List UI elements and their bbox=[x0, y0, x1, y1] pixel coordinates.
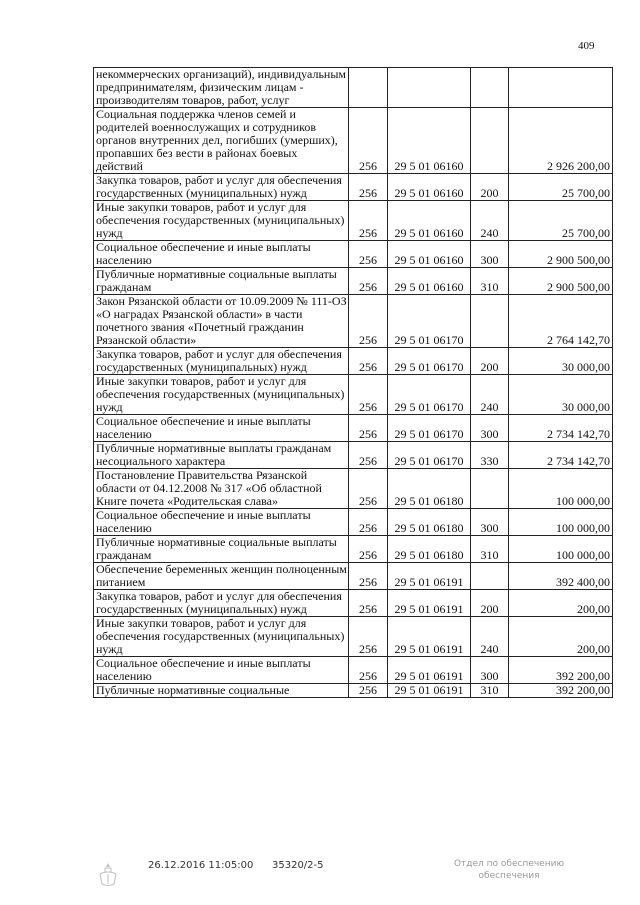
row-vr-code: 200 bbox=[471, 174, 509, 201]
table-row bbox=[94, 174, 613, 201]
row-ved-code: 256 bbox=[349, 201, 388, 241]
row-name: Социальное обеспечение и иные выплаты населению bbox=[94, 241, 349, 268]
row-ved-code: 256 bbox=[349, 590, 388, 617]
row-ved-code bbox=[349, 68, 388, 108]
row-csr-code: 29 5 01 06191 bbox=[388, 617, 471, 657]
table-row bbox=[94, 563, 613, 590]
row-vr-code bbox=[471, 68, 509, 108]
row-name: Постановление Правительства Рязанской области от 04.12.2008 № 317 «Об областной Книге почета «Родительская слава» bbox=[94, 469, 349, 509]
row-csr-code: 29 5 01 06191 bbox=[388, 563, 471, 590]
row-name: Социальное обеспечение и иные выплаты населению bbox=[94, 415, 349, 442]
row-name: Закон Рязанской области от 10.09.2009 № 111-ОЗ «О наградах Рязанской области» в части почетного звания «Почетный гражданин Рязанской области» bbox=[94, 295, 349, 348]
table-row bbox=[94, 241, 613, 268]
row-vr-code: 310 bbox=[471, 268, 509, 295]
row-csr-code bbox=[388, 68, 471, 108]
row-ved-code: 256 bbox=[349, 415, 388, 442]
row-vr-code: 300 bbox=[471, 657, 509, 684]
row-ved-code: 256 bbox=[349, 295, 388, 348]
table-row bbox=[94, 536, 613, 563]
row-csr-code: 29 5 01 06191 bbox=[388, 590, 471, 617]
row-vr-code: 200 bbox=[471, 590, 509, 617]
row-vr-code: 300 bbox=[471, 241, 509, 268]
table-row bbox=[94, 509, 613, 536]
row-ved-code: 256 bbox=[349, 375, 388, 415]
row-amount: 25 700,00 bbox=[509, 174, 613, 201]
table-row bbox=[94, 201, 613, 241]
table-row bbox=[94, 657, 613, 684]
row-csr-code: 29 5 01 06180 bbox=[388, 469, 471, 509]
footer-doc-id: 35320/2-5 bbox=[272, 860, 324, 871]
row-vr-code: 240 bbox=[471, 201, 509, 241]
row-csr-code: 29 5 01 06170 bbox=[388, 348, 471, 375]
table-row bbox=[94, 469, 613, 509]
row-ved-code: 256 bbox=[349, 268, 388, 295]
page-number: 409 bbox=[578, 40, 595, 52]
row-name: Обеспечение беременных женщин полноценным питанием bbox=[94, 563, 349, 590]
row-csr-code: 29 5 01 06160 bbox=[388, 174, 471, 201]
row-csr-code: 29 5 01 06160 bbox=[388, 108, 471, 174]
row-csr-code: 29 5 01 06170 bbox=[388, 442, 471, 469]
row-ved-code: 256 bbox=[349, 684, 388, 698]
row-csr-code: 29 5 01 06160 bbox=[388, 241, 471, 268]
row-vr-code bbox=[471, 295, 509, 348]
row-ved-code: 256 bbox=[349, 174, 388, 201]
row-name: Социальное обеспечение и иные выплаты населению bbox=[94, 509, 349, 536]
row-amount: 2 734 142,70 bbox=[509, 442, 613, 469]
row-vr-code bbox=[471, 108, 509, 174]
row-vr-code: 240 bbox=[471, 375, 509, 415]
row-name: Публичные нормативные социальные выплаты гражданам bbox=[94, 536, 349, 563]
row-name: Иные закупки товаров, работ и услуг для обеспечения государственных (муниципальных) нужд bbox=[94, 201, 349, 241]
row-vr-code: 330 bbox=[471, 442, 509, 469]
row-vr-code: 310 bbox=[471, 684, 509, 698]
row-ved-code: 256 bbox=[349, 241, 388, 268]
row-amount: 30 000,00 bbox=[509, 348, 613, 375]
row-ved-code: 256 bbox=[349, 617, 388, 657]
table-row bbox=[94, 375, 613, 415]
row-csr-code: 29 5 01 06180 bbox=[388, 509, 471, 536]
row-name: Публичные нормативные социальные выплаты гражданам bbox=[94, 268, 349, 295]
table-row bbox=[94, 590, 613, 617]
row-amount: 2 764 142,70 bbox=[509, 295, 613, 348]
stamp-line-2: обеспечения bbox=[478, 871, 540, 881]
row-ved-code: 256 bbox=[349, 563, 388, 590]
table-row bbox=[94, 617, 613, 657]
row-name: Публичные нормативные социальные bbox=[94, 684, 349, 698]
row-vr-code: 300 bbox=[471, 415, 509, 442]
page-footer bbox=[0, 858, 640, 898]
row-amount: 100 000,00 bbox=[509, 509, 613, 536]
row-amount: 100 000,00 bbox=[509, 469, 613, 509]
row-amount: 200,00 bbox=[509, 590, 613, 617]
row-vr-code bbox=[471, 563, 509, 590]
row-name: Публичные нормативные выплаты гражданам несоциального характера bbox=[94, 442, 349, 469]
row-vr-code bbox=[471, 469, 509, 509]
table-row bbox=[94, 684, 613, 698]
row-ved-code: 256 bbox=[349, 469, 388, 509]
row-vr-code: 300 bbox=[471, 509, 509, 536]
row-amount: 200,00 bbox=[509, 617, 613, 657]
row-ved-code: 256 bbox=[349, 108, 388, 174]
row-name: Социальная поддержка членов семей и родителей военнослужащих и сотрудников органов внутренних дел, погибших (умерших), пропавших без вести в районах боевых действий bbox=[94, 108, 349, 174]
table-row bbox=[94, 108, 613, 174]
row-name: Иные закупки товаров, работ и услуг для обеспечения государственных (муниципальных) нужд bbox=[94, 375, 349, 415]
row-name: Закупка товаров, работ и услуг для обеспечения государственных (муниципальных) нужд bbox=[94, 174, 349, 201]
table-row bbox=[94, 295, 613, 348]
table-row bbox=[94, 268, 613, 295]
row-amount: 30 000,00 bbox=[509, 375, 613, 415]
row-vr-code: 310 bbox=[471, 536, 509, 563]
row-csr-code: 29 5 01 06180 bbox=[388, 536, 471, 563]
row-csr-code: 29 5 01 06160 bbox=[388, 201, 471, 241]
table-row bbox=[94, 348, 613, 375]
row-csr-code: 29 5 01 06191 bbox=[388, 657, 471, 684]
table-row bbox=[94, 68, 613, 108]
row-amount: 2 900 500,00 bbox=[509, 268, 613, 295]
budget-table bbox=[93, 67, 613, 698]
row-amount: 2 734 142,70 bbox=[509, 415, 613, 442]
footer-date: 26.12.2016 11:05:00 bbox=[148, 860, 254, 871]
row-csr-code: 29 5 01 06170 bbox=[388, 295, 471, 348]
row-vr-code: 240 bbox=[471, 617, 509, 657]
row-name: Закупка товаров, работ и услуг для обеспечения государственных (муниципальных) нужд bbox=[94, 348, 349, 375]
row-name: Иные закупки товаров, работ и услуг для обеспечения государственных (муниципальных) нужд bbox=[94, 617, 349, 657]
emblem-icon bbox=[96, 862, 120, 888]
row-ved-code: 256 bbox=[349, 442, 388, 469]
table-row bbox=[94, 442, 613, 469]
row-amount bbox=[509, 68, 613, 108]
row-amount: 392 200,00 bbox=[509, 657, 613, 684]
faded-stamp bbox=[444, 858, 574, 882]
row-name: некоммерческих организаций), индивидуальным предпринимателям, физическим лицам - производителям товаров, работ, услуг bbox=[94, 68, 349, 108]
row-ved-code: 256 bbox=[349, 536, 388, 563]
row-amount: 2 900 500,00 bbox=[509, 241, 613, 268]
row-csr-code: 29 5 01 06170 bbox=[388, 375, 471, 415]
table-row bbox=[94, 415, 613, 442]
row-amount: 392 400,00 bbox=[509, 563, 613, 590]
row-ved-code: 256 bbox=[349, 657, 388, 684]
row-csr-code: 29 5 01 06191 bbox=[388, 684, 471, 698]
row-vr-code: 200 bbox=[471, 348, 509, 375]
row-amount: 2 926 200,00 bbox=[509, 108, 613, 174]
row-ved-code: 256 bbox=[349, 509, 388, 536]
row-csr-code: 29 5 01 06160 bbox=[388, 268, 471, 295]
row-ved-code: 256 bbox=[349, 348, 388, 375]
row-name: Социальное обеспечение и иные выплаты населению bbox=[94, 657, 349, 684]
row-amount: 25 700,00 bbox=[509, 201, 613, 241]
row-csr-code: 29 5 01 06170 bbox=[388, 415, 471, 442]
budget-table-body bbox=[94, 68, 613, 698]
row-name: Закупка товаров, работ и услуг для обеспечения государственных (муниципальных) нужд bbox=[94, 590, 349, 617]
stamp-line-1: Отдел по обеспечению bbox=[453, 859, 565, 869]
row-amount: 392 200,00 bbox=[509, 684, 613, 698]
row-amount: 100 000,00 bbox=[509, 536, 613, 563]
